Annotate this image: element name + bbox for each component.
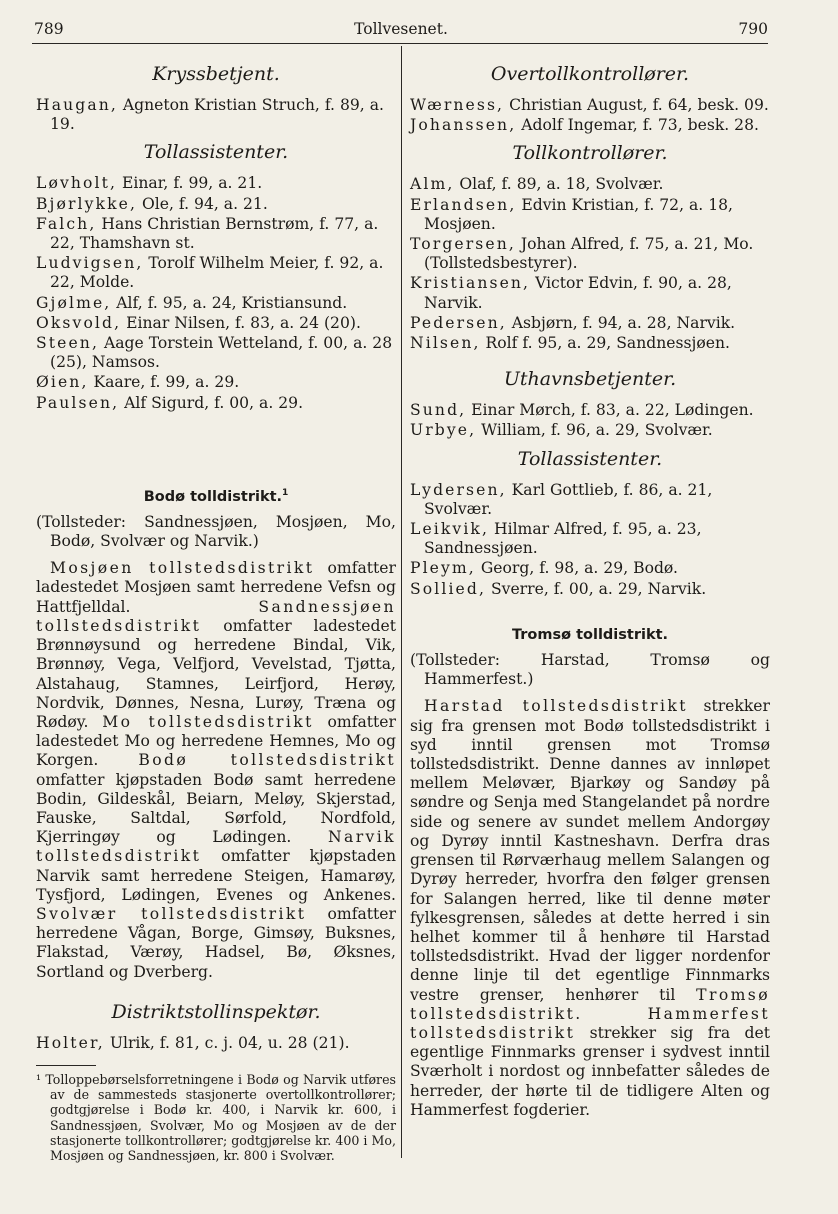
- right-column: [410, 56, 770, 1125]
- entry-surname: Leikvik,: [410, 520, 490, 539]
- list-item: [410, 334, 770, 353]
- entry-details: Hans Christian Bernstrøm, f. 77, a. 22, Thamshavn st.: [50, 214, 379, 253]
- footnote-mark: 1: [282, 487, 289, 498]
- entry-details: Alf Sigurd, f. 00, a. 29.: [119, 393, 304, 412]
- spaced-term: Narvik tollstedsdistrikt: [36, 828, 396, 866]
- entry-surname: Pleym,: [410, 559, 476, 578]
- paragraph-text: omfatter kjøpstaden Bodø samt herredene Bodin, Gildeskål, Beiarn, Meløy, Skjerstad, Fauske, Saltdal, Sørfold, Nordfold, Kjerringøy og Lødingen.: [36, 770, 396, 847]
- entry-surname: Sollied,: [410, 579, 486, 598]
- entry-details: Georg, f. 98, a. 29, Bodø.: [475, 559, 679, 578]
- entry-details: Aage Torstein Wetteland, f. 00, a. 28 (25), Namsos.: [50, 334, 393, 372]
- spaced-term: Hammerfest tollstedsdistrikt: [410, 1004, 770, 1042]
- entry-details: Alf, f. 95, a. 24, Kristiansund.: [111, 293, 348, 312]
- list-item: [410, 274, 770, 312]
- list-item: [36, 294, 396, 313]
- tollkontroll-list: [410, 175, 770, 353]
- entry-surname: Sund,: [410, 401, 467, 420]
- entry-surname: Johanssen,: [410, 116, 517, 135]
- tollassistenter-right-list: [410, 481, 770, 599]
- running-title: Tollvesenet.: [354, 20, 448, 38]
- entry-surname: Haugan,: [36, 96, 118, 114]
- entry-details: Rolf f. 95, a. 29, Sandnessjøen.: [480, 334, 730, 353]
- entry-surname: Holter,: [36, 1033, 105, 1052]
- section-heading-tollassistenter: Tollassistenter.: [143, 141, 289, 164]
- entry-surname: Kristiansen,: [410, 274, 531, 293]
- entry-surname: Paulsen,: [36, 393, 120, 412]
- page-number-right: 790: [738, 20, 768, 38]
- left-column: [36, 56, 396, 1163]
- tromso-paragraph: [410, 697, 770, 1119]
- paragraph-text: omfatter ladestedet Mosjøen samt herredene Vefsn og Hattfjelldal.: [36, 559, 396, 616]
- paragraph-text: strekker sig fra grensen mot Bodø tollstedsdistrikt i syd inntil grensen mot Tromsø tollstedsdistrikt. Denne dannes av innløpet mellem Meløvær, Bjarkøy og Sandøy på søndre og Senja med Stangelandet på nordre side og senere av sundet mellem Andorgøy og Dyrøy inntil Kastneshavn. Derfra dras grensen til Rørværhaug mellem Salangen og Dyrøy herreder, hvorfra den følger grensen for Salangen herred, like til denne møter fylkesgrensen, således at dette herred i sin helhet kommer til å henhøre til Harstad tollstedsdistrikt. Hvad der ligger nordenfor denne linje til det egentlige Finnmarks vestre grenser, henhører til: [410, 697, 770, 1004]
- entry-details: Agneton Kristian Struch, f. 89, a. 19.: [50, 96, 384, 134]
- list-item: [410, 580, 770, 599]
- entry-surname: Falch,: [36, 214, 97, 233]
- entry-surname: Pedersen,: [410, 313, 507, 332]
- entry-details: Ole, f. 94, a. 21.: [137, 194, 268, 213]
- entry-surname: Løvholt,: [36, 174, 117, 193]
- entry-surname: Torgersen,: [410, 235, 516, 254]
- distrikt-list: [36, 1034, 396, 1053]
- section-heading-overtollkontrollorer: Overtollkontrollører.: [490, 63, 690, 85]
- paragraph-text: strekker sig fra det egentlige Finnmarks grenser i sydvest inntil Sværholt i nordost og innbefatter således de herreder, der hørte til de tidligere Alten og Hammerfest fogderier.: [410, 1023, 770, 1119]
- spaced-term: Svolvær tollstedsdistrikt: [36, 904, 307, 923]
- section-heading-distriktstollinspektor: Distriktstollinspektør.: [111, 1000, 321, 1023]
- list-item: [410, 196, 770, 234]
- tollassistenter-list: [36, 174, 396, 412]
- spaced-term: Harstad tollstedsdistrikt: [424, 697, 688, 716]
- tromso-stations: (Tollsteder: Harstad, Tromsø og Hammerfest.): [410, 651, 770, 689]
- list-item: [36, 254, 396, 292]
- list-item: [410, 559, 770, 578]
- entry-details: Olaf, f. 89, a. 18, Svolvær.: [454, 175, 664, 194]
- overtoll-list: [410, 96, 770, 135]
- footnote-rule: [36, 1065, 96, 1066]
- entry-surname: Gjølme,: [36, 293, 112, 312]
- section-heading-tollkontrollorer: Tollkontrollører.: [512, 142, 668, 165]
- list-item: [410, 96, 770, 115]
- section-heading-kryssbetjent: Kryssbetjent.: [152, 63, 280, 85]
- page-header: [34, 20, 768, 42]
- entry-surname: Bjørlykke,: [36, 194, 138, 213]
- entry-details: Kaare, f. 99, a. 29.: [88, 373, 240, 392]
- entry-surname: Nilsen,: [410, 334, 481, 353]
- list-item: [36, 314, 396, 333]
- entry-surname: Steen,: [36, 334, 100, 353]
- spaced-term: Mo tollstedsdistrikt: [102, 712, 314, 731]
- section-heading-uthavnsbetjenter: Uthavnsbetjenter.: [503, 368, 677, 391]
- entry-details: Asbjørn, f. 94, a. 28, Narvik.: [506, 313, 736, 332]
- list-item: [410, 520, 770, 558]
- list-item: [36, 334, 396, 372]
- list-item: [410, 481, 770, 519]
- page-number-left: 789: [34, 20, 64, 38]
- footnote: ¹ Tolloppebørselsforretningene i Bodø og Narvik utføres av de sammesteds stasjonerte overtollkontrollører; godtgjørelse i Bodø kr. 400, i Narvik kr. 600, i Sandnessjøen, Svolvær, Mo og Mosjøen av de der stasjonerte tollkontrollører; godtgjørelse kr. 400 i Mo, Mosjøen og Sandnessjøen, kr. 800 i Svolvær.: [36, 1071, 396, 1163]
- list-item: [36, 1034, 396, 1053]
- entry-details: Hilmar Alfred, f. 95, a. 23, Sandnessjøen.: [424, 520, 702, 558]
- paragraph-text: omfatter herredene Vågan, Borge, Gimsøy, Buksnes, Flakstad, Værøy, Hadsel, Bø, Øksnes, Sortland og Dverberg.: [36, 904, 396, 981]
- entry-surname: Alm,: [410, 175, 455, 194]
- entry-surname: Lydersen,: [410, 480, 507, 499]
- entry-details: Einar Nilsen, f. 83, a. 24 (20).: [121, 313, 361, 332]
- entry-surname: Oksvold,: [36, 313, 122, 332]
- entry-surname: Erlandsen,: [410, 195, 517, 214]
- spaced-term: Tromsø tollstedsdistrikt.: [410, 985, 770, 1023]
- entry-details: Christian August, f. 64, besk. 09.: [504, 96, 769, 114]
- spaced-term: Sandnessjøen tollstedsdistrikt: [36, 597, 396, 635]
- list-item: [410, 314, 770, 333]
- list-item: [410, 421, 770, 440]
- list-item: [36, 215, 396, 253]
- entry-surname: Øien,: [36, 373, 89, 392]
- entry-details: William, f. 96, a. 29, Svolvær.: [476, 421, 713, 440]
- list-item: [410, 401, 770, 420]
- list-item: [410, 116, 770, 135]
- spaced-term: Mosjøen tollstedsdistrikt: [50, 559, 315, 578]
- entry-surname: Urbye,: [410, 421, 477, 440]
- list-item: [36, 96, 396, 134]
- entry-details: Adolf Ingemar, f. 73, besk. 28.: [516, 116, 759, 135]
- kryssbetjent-list: [36, 96, 396, 134]
- paragraph-text: omfatter ladestedet Mo og herredene Hemnes, Mo og Korgen.: [36, 712, 396, 770]
- entry-details: Edvin Kristian, f. 72, a. 18, Mosjøen.: [424, 195, 734, 233]
- section-heading-tromso: Tromsø tolldistrikt.: [511, 626, 669, 643]
- header-rule: [32, 43, 768, 44]
- list-item: [36, 195, 396, 214]
- entry-details: Karl Gottlieb, f. 86, a. 21, Svolvær.: [424, 480, 713, 518]
- entry-details: Victor Edvin, f. 90, a. 28, Narvik.: [424, 274, 732, 312]
- entry-details: Torolf Wilhelm Meier, f. 92, a. 22, Molde.: [50, 254, 384, 292]
- entry-details: Einar, f. 99, a. 21.: [117, 174, 263, 193]
- list-item: [410, 235, 770, 273]
- list-item: [410, 175, 770, 194]
- uthavn-list: [410, 401, 770, 440]
- section-heading-bodo: Bodø tolldistrikt.$^1$: [143, 487, 289, 505]
- bodo-paragraph: [36, 559, 396, 981]
- paragraph-text: omfatter kjøpstaden Narvik samt herredene Steigen, Hamarøy, Tysfjord, Lødingen, Evenes og Ankenes.: [36, 847, 396, 904]
- bodo-stations: (Tollsteder: Sandnessjøen, Mosjøen, Mo, Bodø, Svolvær og Narvik.): [36, 512, 396, 551]
- entry-surname: Wærness,: [410, 96, 505, 114]
- entry-details: Johan Alfred, f. 75, a. 21, Mo. (Tollstedsbestyrer).: [424, 235, 754, 273]
- entry-surname: Ludvigsen,: [36, 254, 144, 273]
- list-item: [36, 373, 396, 392]
- paragraph-text: [583, 1005, 648, 1023]
- list-item: [36, 394, 396, 413]
- entry-details: Ulrik, f. 81, c. j. 04, u. 28 (21).: [104, 1033, 350, 1052]
- column-divider: [401, 46, 402, 1158]
- entry-details: Einar Mørch, f. 83, a. 22, Lødingen.: [466, 401, 754, 420]
- paragraph-text: omfatter ladestedet Brønnøysund og herredene Bindal, Vik, Brønnøy, Vega, Velfjord, Vevelstad, Tjøtta, Alstahaug, Stamnes, Leirfjord, Herøy, Nordvik, Dønnes, Nesna, Lurøy, Træna og Rødøy.: [36, 616, 396, 731]
- list-item: [36, 174, 396, 193]
- spaced-term: Bodø tollstedsdistrikt: [138, 751, 396, 770]
- entry-details: Sverre, f. 00, a. 29, Narvik.: [486, 579, 707, 598]
- section-heading-tollassistenter-right: Tollassistenter.: [517, 447, 663, 470]
